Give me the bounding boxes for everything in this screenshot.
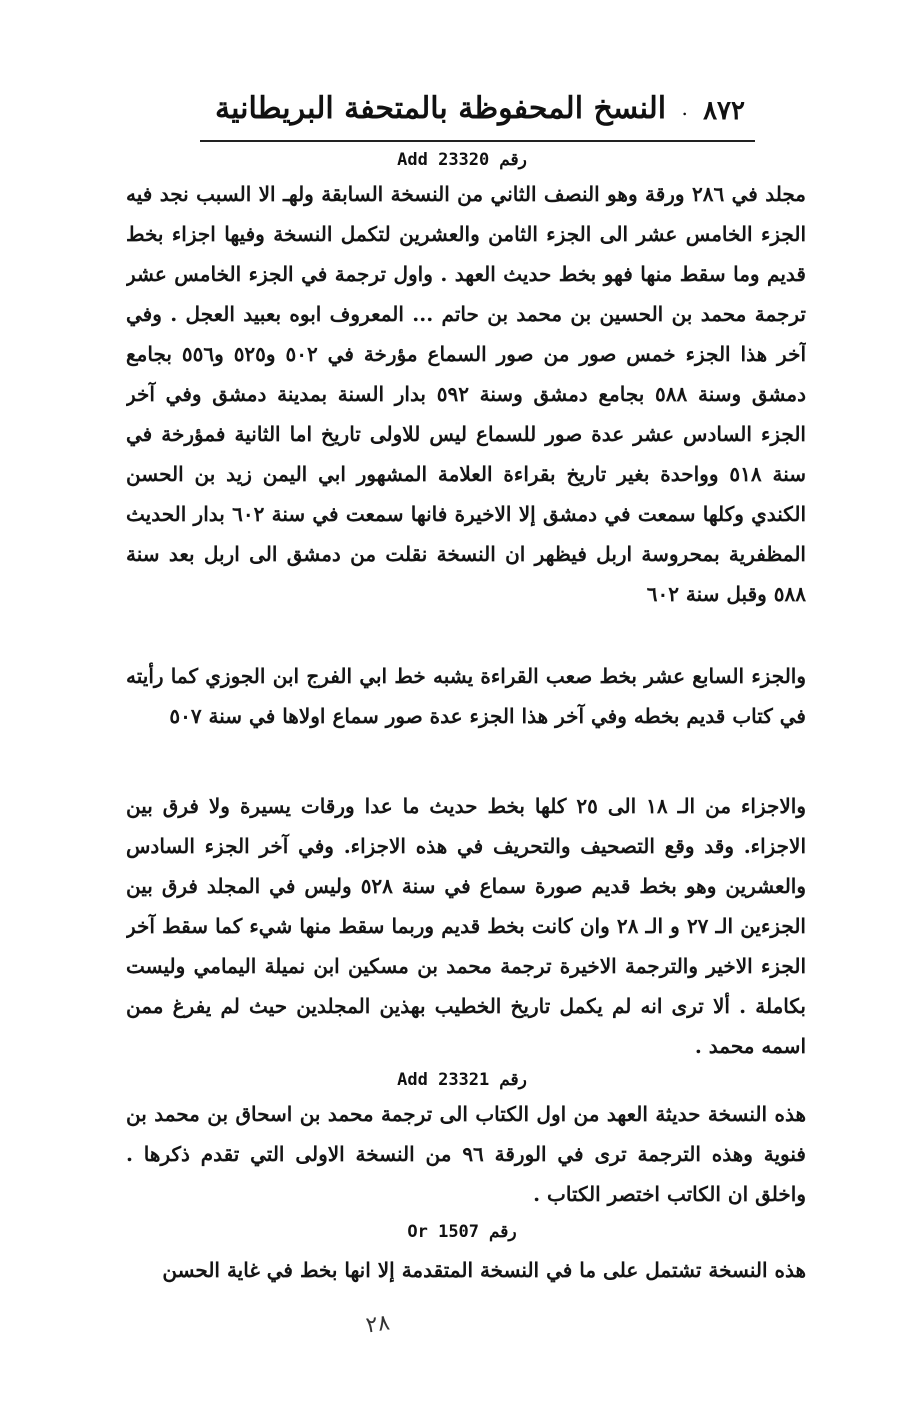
paragraph: والاجزاء من الـ ١٨ الى ٢٥ كلها بخط حديث ما عدا ورقات يسيرة ولا فرق بين الاجزاء. وقد وقع التصحيف والتحريف في هذه الاجزاء. وفي آخر الجزء السادس والعشرين وهو بخط قديم صورة سماع في سنة ٥٢٨ وليس في المجلد فرق بين الجزءين الـ ٢٧ و الـ ٢٨ وان كانت بخط قديم وربما سقط منها شيء كما سقط آخر الجزء الاخير والترجمة الاخيرة ترجمة محمد بن مسكين ابن نميلة اليمامي وليست بكاملة . ألا ترى انه لم يكمل تاريخ الخطيب بهذين المجلدين حيث لم يفرغ ممن اسمه محمد . <box>126 794 806 1058</box>
manuscript-code: Add 23320 <box>397 150 490 170</box>
manuscript-label-word: رقم <box>499 150 527 170</box>
manuscript-label-word: رقم <box>488 1222 517 1242</box>
manuscript-code: Or 1507 <box>407 1222 480 1242</box>
folio-mark: ٢٨ <box>364 1310 392 1339</box>
section-3-body <box>126 1250 806 1290</box>
manuscript-code: Add 23321 <box>397 1070 490 1090</box>
page-header <box>215 78 745 126</box>
manuscript-label-word: رقم <box>499 1070 527 1090</box>
page-number: ٨٧٢ <box>703 96 745 126</box>
header-rule <box>200 140 755 142</box>
header-separator: . <box>681 96 688 120</box>
section-2-body <box>126 1094 806 1214</box>
section-1-body <box>126 174 806 1066</box>
manuscript-label-2 <box>0 1070 924 1090</box>
paragraph: هذه النسخة تشتمل على ما في النسخة المتقدمة إلا انها بخط في غاية الحسن <box>162 1258 806 1282</box>
manuscript-label-3 <box>0 1222 924 1242</box>
page-title: النسخ المحفوظة بالمتحفة البريطانية <box>215 91 667 126</box>
paragraph: هذه النسخة حديثة العهد من اول الكتاب الى ترجمة محمد بن اسحاق بن محمد بن فنوية وهذه الترجمة ترى في الورقة ٩٦ من النسخة الاولى التي تقدم ذكرها . واخلق ان الكاتب اختصر الكتاب . <box>126 1102 806 1206</box>
manuscript-label-1 <box>0 150 924 170</box>
paragraph: والجزء السابع عشر بخط صعب القراءة يشبه خط ابي الفرج ابن الجوزي كما رأيته في كتاب قديم بخطه وفي آخر هذا الجزء عدة صور سماع اولاها في سنة ٥٠٧ <box>126 664 806 728</box>
paragraph: مجلد في ٢٨٦ ورقة وهو النصف الثاني من النسخة السابقة ولهـ الا السبب نجد فيه الجزء الخامس عشر الى الجزء الثامن والعشرين لتكمل النسخة وفيها اجزاء بخط قديم وما سقط منها فهو بخط حديث العهد . واول ترجمة في الجزء الخامس عشر ترجمة محمد بن الحسين بن محمد بن حاتم ... المعروف ابوه بعبيد العجل . وفي آخر هذا الجزء خمس صور من صور السماع مؤرخة في ٥٠٢ و٥٢٥ و٥٥٦ بجامع دمشق وسنة ٥٨٨ بجامع دمشق وسنة ٥٩٢ بدار السنة بمدينة دمشق وفي آخر الجزء السادس عشر عدة صور للسماع ليس للاولى تاريخ اما الثانية فمؤرخة في سنة ٥١٨ وواحدة بغير تاريخ بقراءة العلامة المشهور ابي اليمن زيد بن الحسن الكندي وكلها سمعت في دمشق إلا الاخيرة فانها سمعت في سنة ٦٠٢ بدار الحديث المظفرية بمحروسة اربل فيظهر ان النسخة نقلت من دمشق الى اربل بعد سنة ٥٨٨ وقبل سنة ٦٠٢ <box>126 182 806 606</box>
